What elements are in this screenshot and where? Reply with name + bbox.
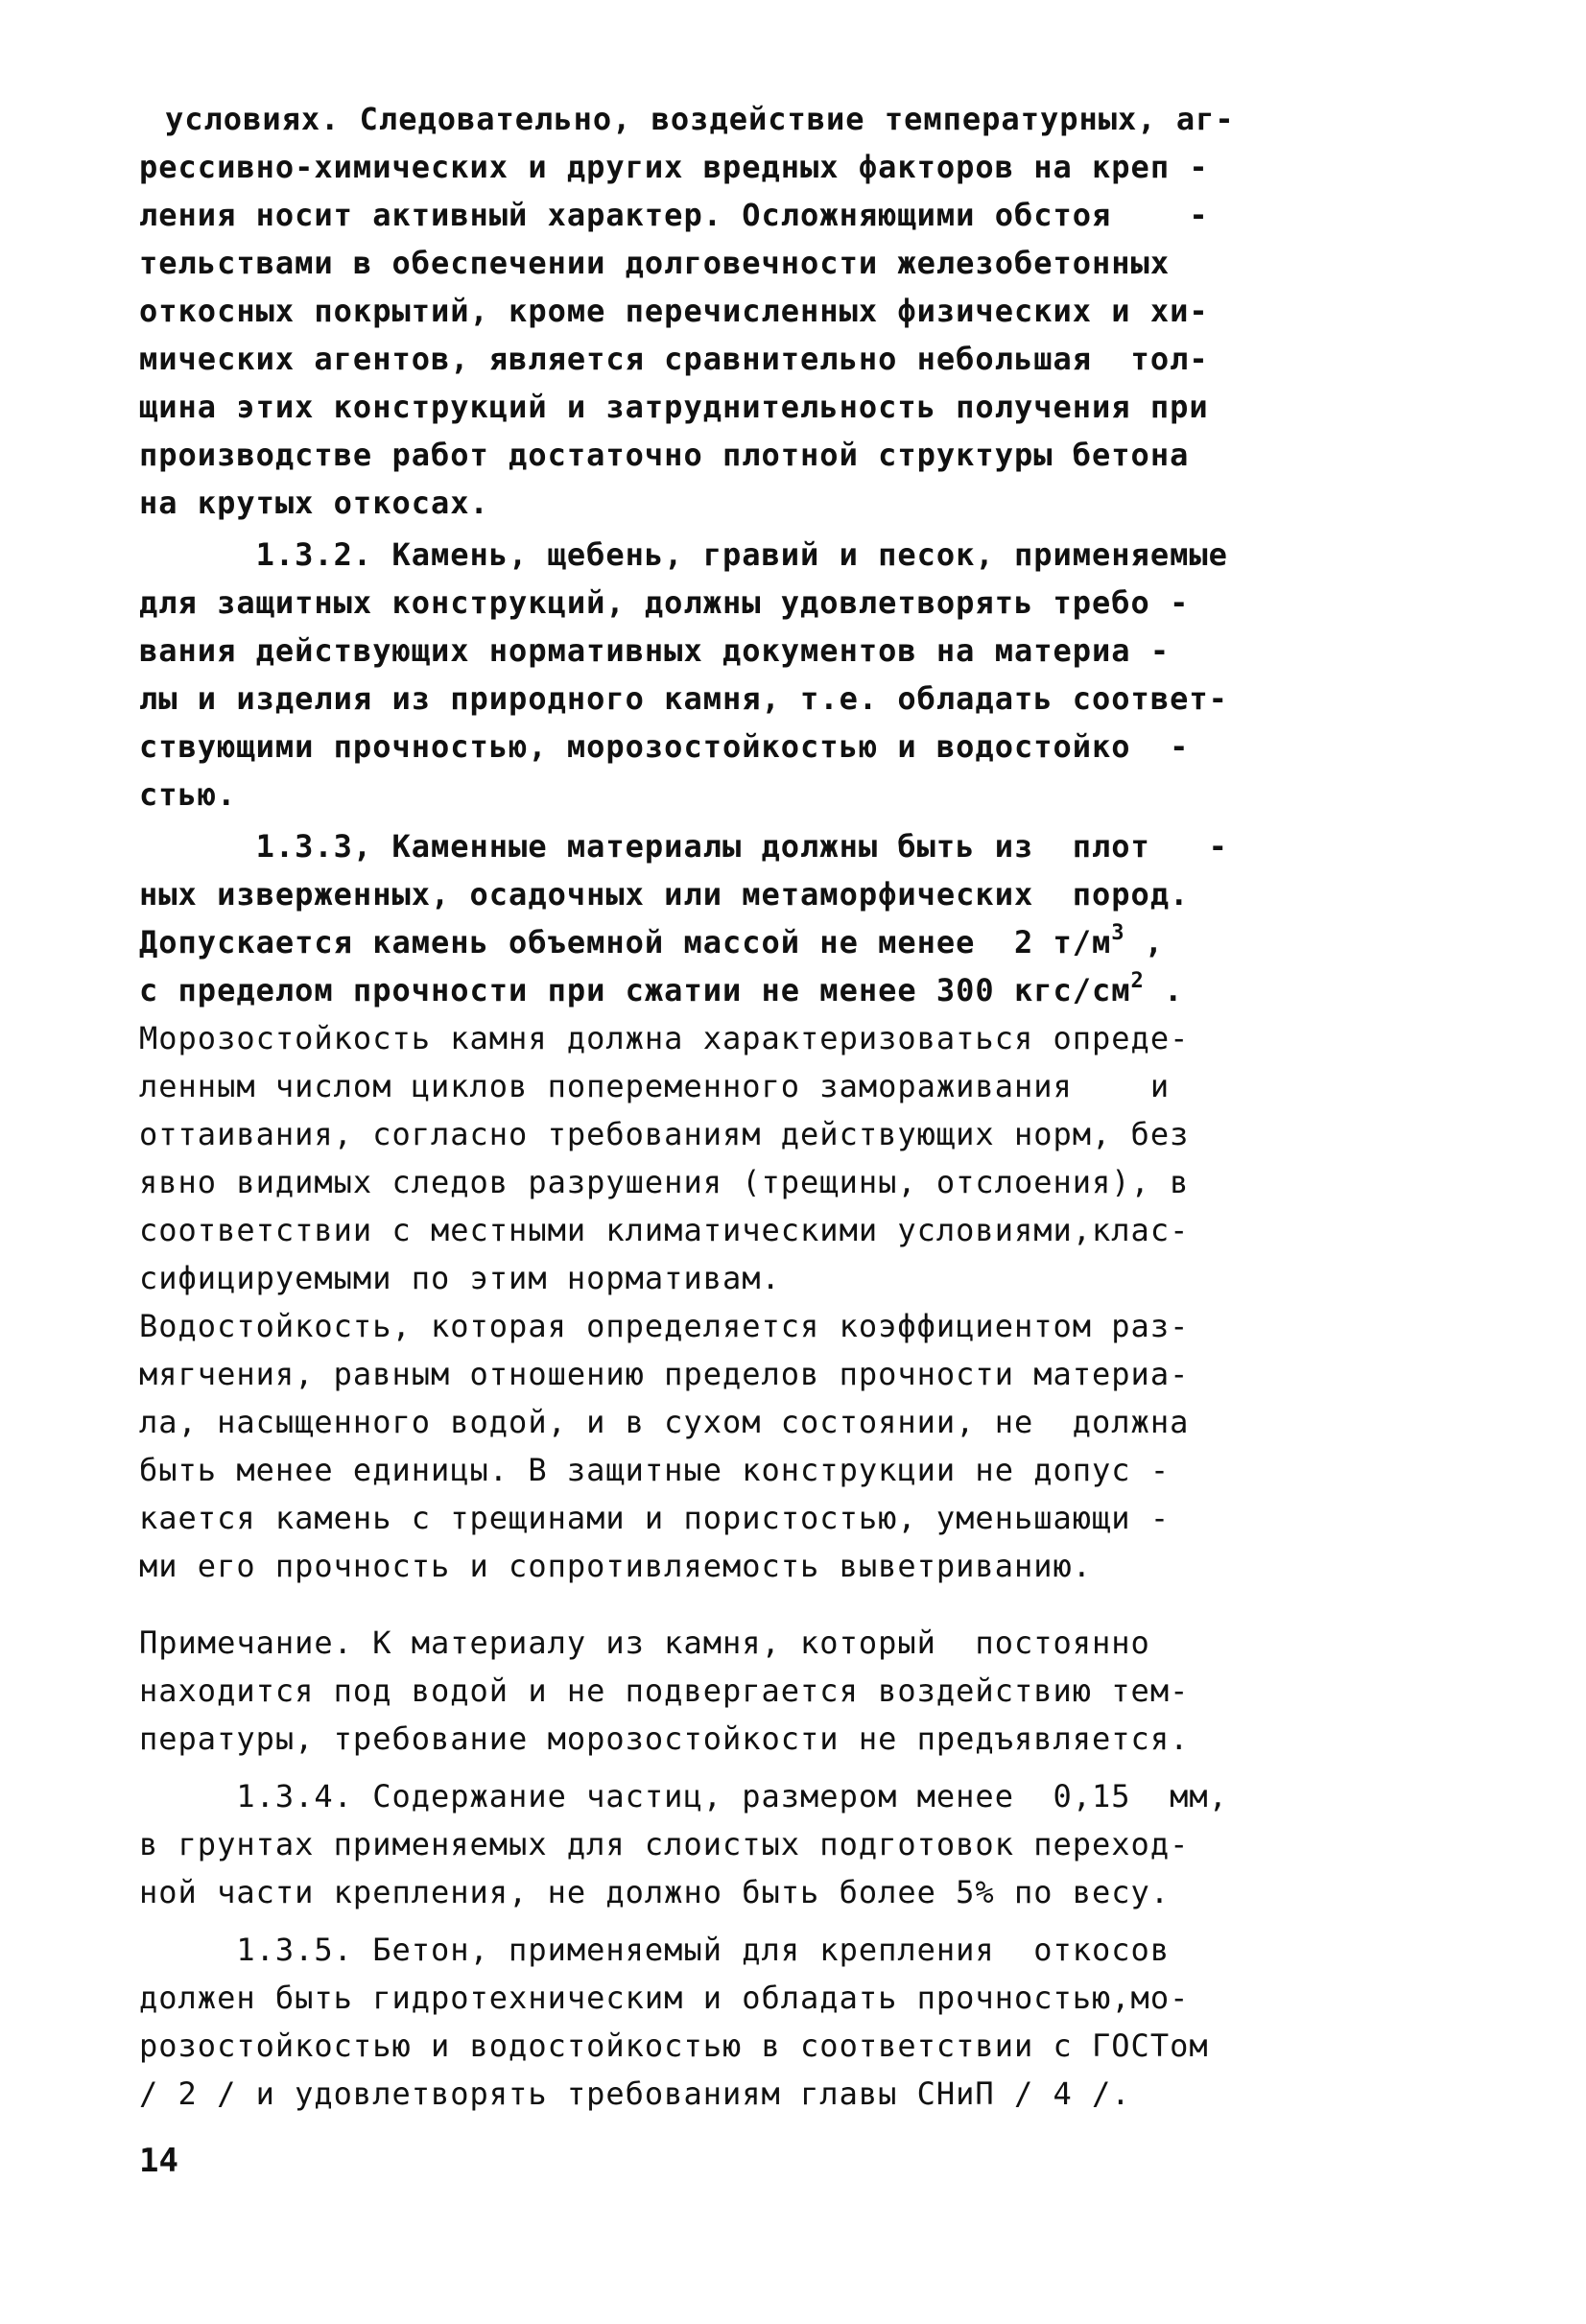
text-line: кается камень с трещинами и пористостью, уменьшающи - <box>139 1500 1171 1536</box>
note-line: находится под водой и не подвергается воздействию тем- <box>139 1672 1190 1709</box>
text-line: на крутых откосах. <box>139 485 489 521</box>
text-line: мических агентов, является сравнительно небольшая тол- <box>139 341 1209 377</box>
text-line: явно видимых следов разрушения (трещины, отслоения), в <box>139 1164 1190 1200</box>
text-line: стью. <box>139 776 237 813</box>
strength-exponent: 2 <box>1130 969 1145 993</box>
section-1-3-3-heading-line: 1.3.3, Каменные материалы должны быть из плот - <box>139 828 1228 865</box>
text-line: условиях. Следовательно, воздействие температурных, аг- <box>165 101 1235 137</box>
density-text: Допускается камень объемной массой не менее 2 т/м <box>139 924 1112 960</box>
text-line: быть менее единицы. В защитные конструкции не допус - <box>139 1452 1171 1488</box>
text-line: Морозостойкость камня должна характеризоваться опреде- <box>139 1020 1190 1056</box>
text-line: щина этих конструкций и затруднительность получения при <box>139 389 1209 425</box>
text-line: в грунтах применяемых для слоистых подготовок переход- <box>139 1826 1190 1862</box>
text-line: ствующими прочностью, морозостойкостью и водостойко - <box>139 728 1190 765</box>
text-line: ленным числом циклов попеременного замораживания и <box>139 1068 1171 1104</box>
density-text-end: , <box>1124 924 1165 960</box>
text-line: откосных покрытий, кроме перечисленных физических и хи- <box>139 293 1209 329</box>
text-line: ных изверженных, осадочных или метаморфических пород. <box>139 876 1190 913</box>
text-line: рессивно-химических и других вредных факторов на креп - <box>139 149 1209 185</box>
text-line-density <box>139 923 1164 961</box>
strength-text: с пределом прочности при сжатии не менее 300 кгс/см <box>139 972 1131 1008</box>
text-line: тельствами в обеспечении долговечности железобетонных <box>139 245 1171 281</box>
text-line-strength <box>139 971 1183 1009</box>
text-line: ления носит активный характер. Осложняющими обстоя - <box>139 197 1209 233</box>
density-exponent: 3 <box>1111 921 1125 945</box>
strength-text-end: . <box>1144 972 1184 1008</box>
text-line: мягчения, равным отношению пределов прочности материа- <box>139 1356 1190 1392</box>
text-line: оттаивания, согласно требованиям действующих норм, без <box>139 1116 1190 1152</box>
text-line: для защитных конструкций, должны удовлетворять требо - <box>139 584 1190 621</box>
text-line: лы и изделия из природного камня, т.е. обладать соответ- <box>139 680 1228 717</box>
note-line: пературы, требование морозостойкости не предъявляется. <box>139 1720 1190 1757</box>
section-1-3-5-heading-line: 1.3.5. Бетон, применяемый для крепления откосов <box>139 1932 1171 1968</box>
section-1-3-4-heading-line: 1.3.4. Содержание частиц, размером менее 0,15 мм, <box>139 1778 1228 1814</box>
text-line: производстве работ достаточно плотной структуры бетона <box>139 437 1190 473</box>
text-line: вания действующих нормативных документов на материа - <box>139 632 1171 669</box>
text-line: соответствии с местными климатическими условиями,клас- <box>139 1212 1190 1248</box>
text-line: / 2 / и удовлетворять требованиям главы СНиП / 4 /. <box>139 2075 1131 2112</box>
note-line: Примечание. К материалу из камня, который постоянно <box>139 1624 1150 1661</box>
text-line: ми его прочность и сопротивляемость выветриванию. <box>139 1548 1093 1584</box>
text-line: ла, насыщенного водой, и в сухом состоянии, не должна <box>139 1404 1190 1440</box>
section-1-3-2-heading-line: 1.3.2. Камень, щебень, гравий и песок, применяемые <box>139 536 1228 573</box>
text-line: должен быть гидротехническим и обладать прочностью,мо- <box>139 1980 1190 2016</box>
text-line: сифицируемыми по этим нормативам. <box>139 1260 781 1296</box>
text-line: розостойкостью и водостойкостью в соответствии с ГОСТом <box>139 2028 1209 2064</box>
page-number: 14 <box>139 2142 178 2180</box>
text-line: Водостойкость, которая определяется коэффициентом раз- <box>139 1308 1190 1344</box>
text-line: ной части крепления, не должно быть более 5% по весу. <box>139 1874 1171 1910</box>
